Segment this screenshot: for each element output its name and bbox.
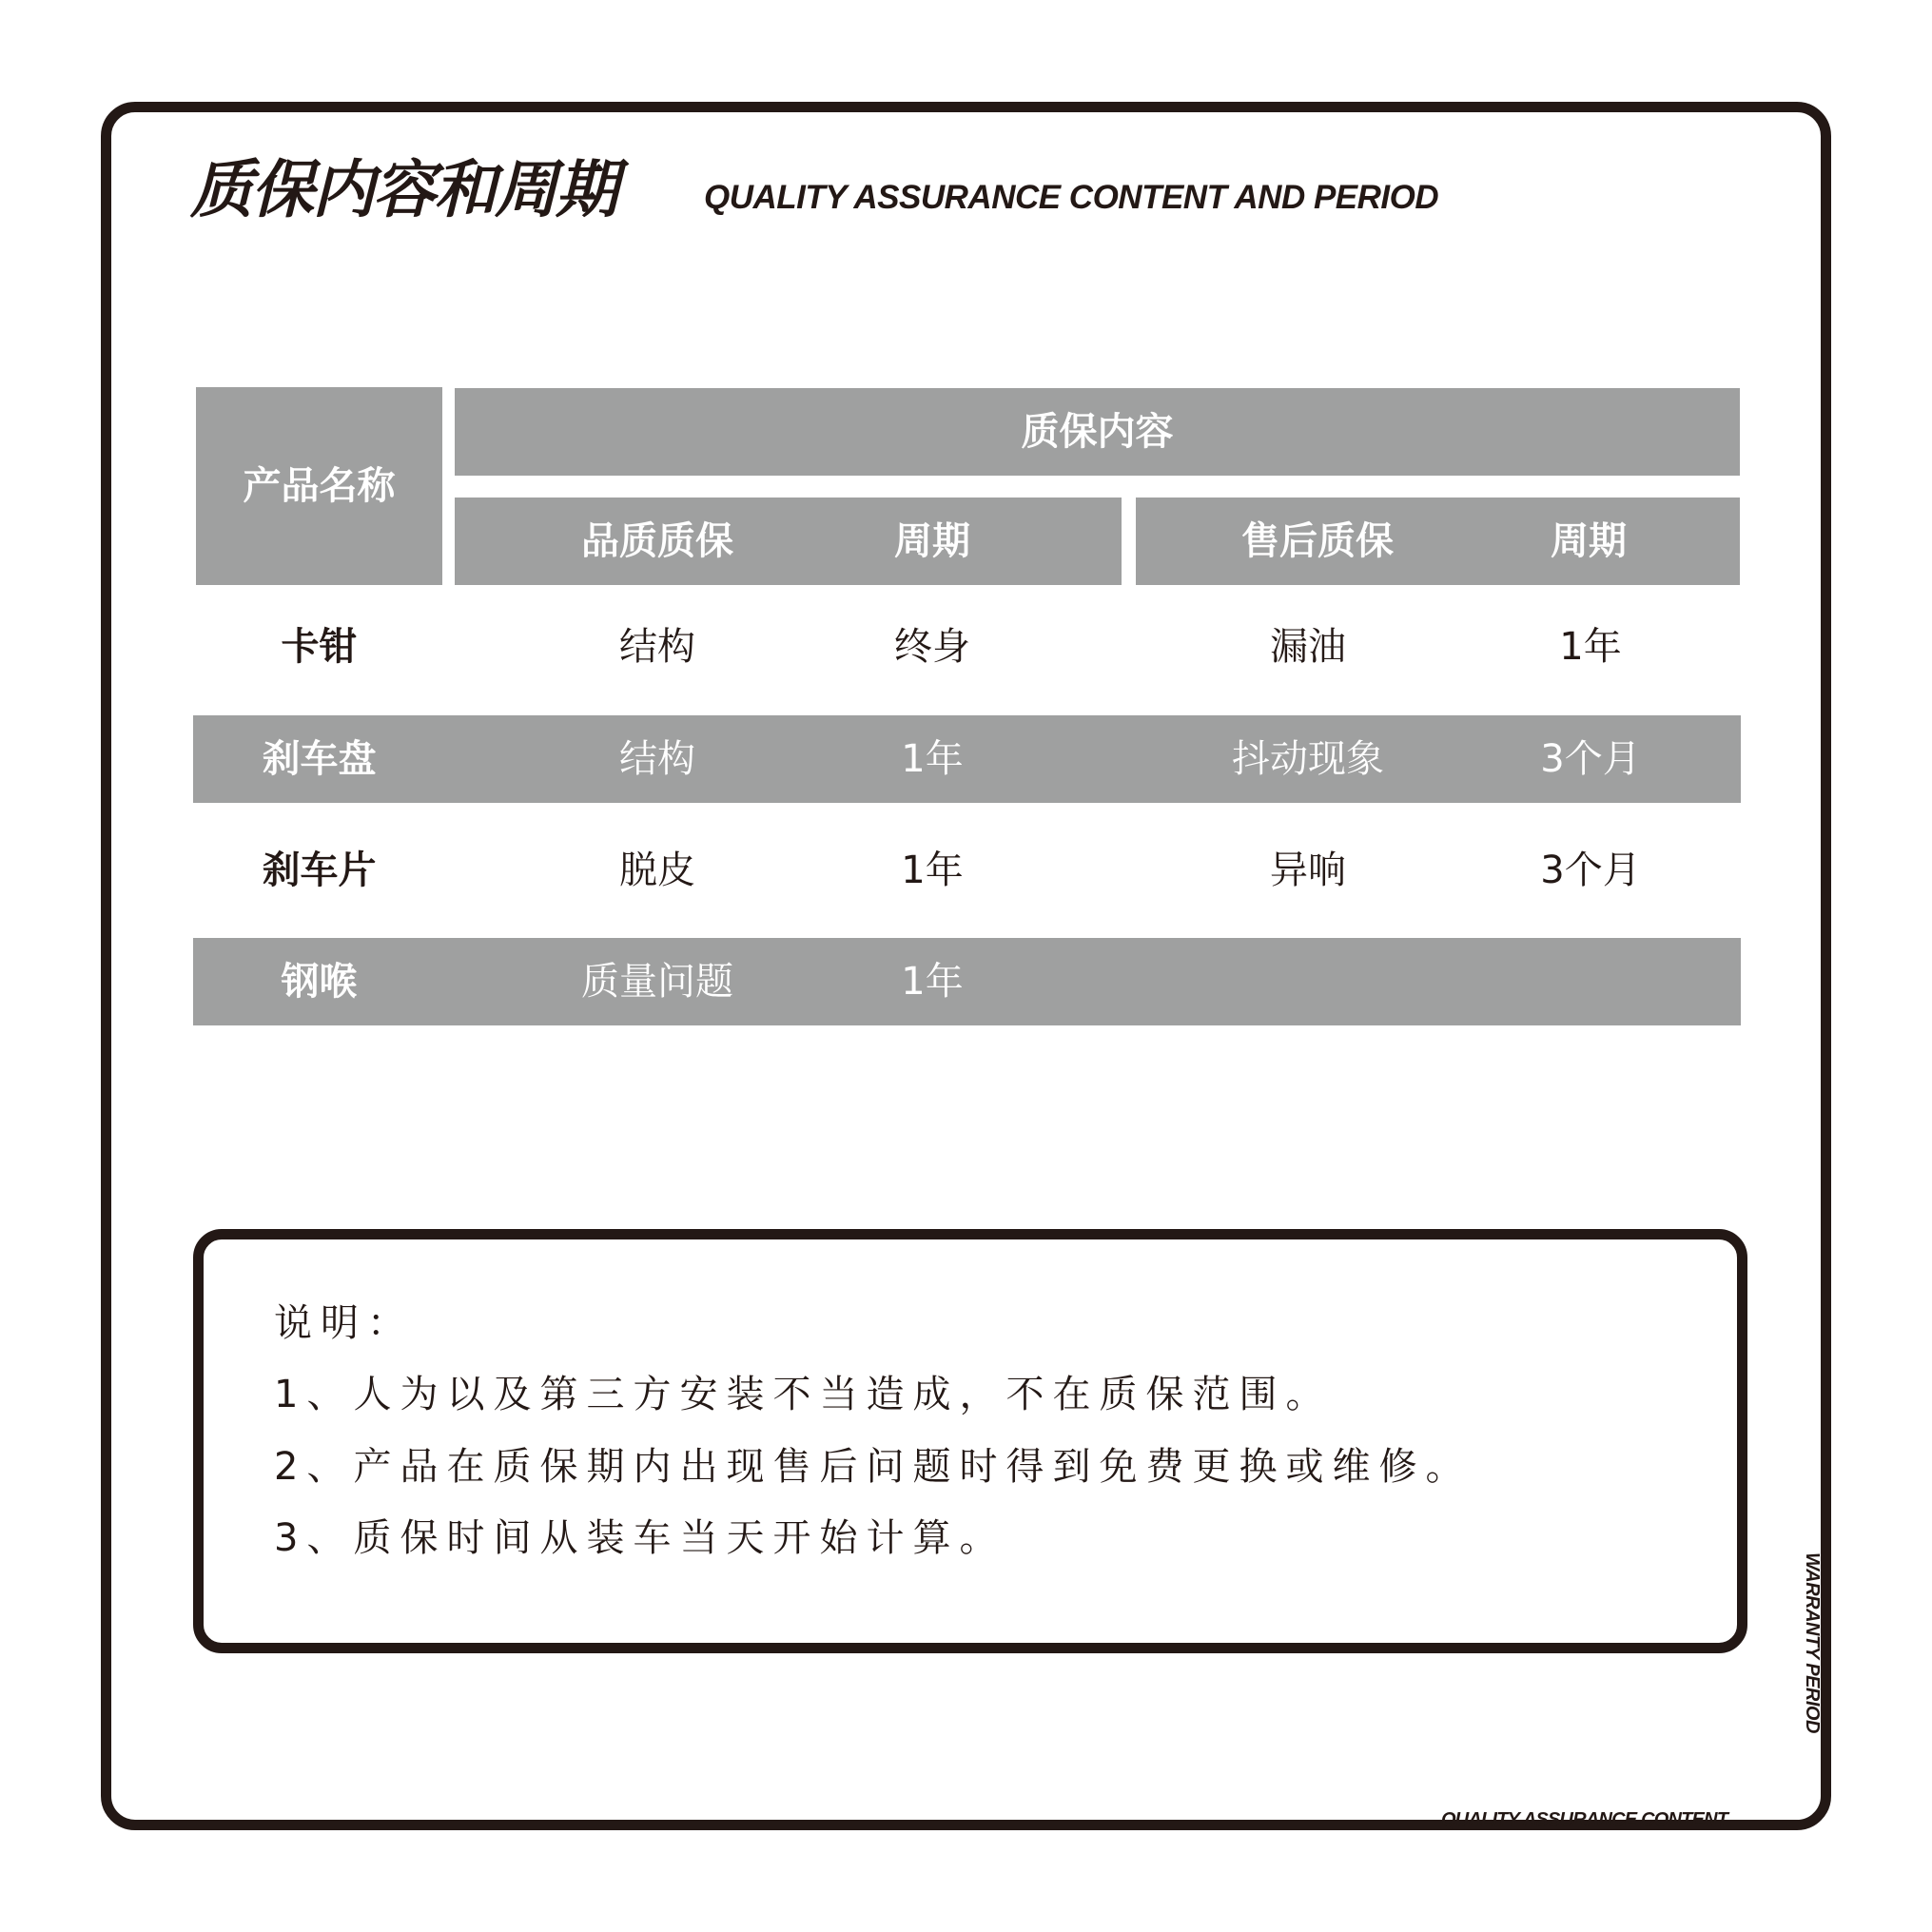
row-aftersale-period: 3个月	[1540, 737, 1641, 781]
header-product-name: 产品名称	[243, 464, 396, 508]
row-quality: 结构	[619, 625, 695, 669]
row-quality-period: 1年	[901, 737, 964, 781]
header-quality-warranty: 品质质保	[581, 519, 733, 563]
header-aftersale-period: 周期	[1551, 519, 1627, 563]
header-content-group: 质保内容	[1021, 410, 1174, 454]
notes-item-1: 1、人为以及第三方安装不当造成，不在质保范围。	[274, 1373, 1333, 1416]
notes-heading: 说明：	[274, 1301, 414, 1345]
notes-item-2: 2、产品在质保期内出现售后问题时得到免费更换或维修。	[274, 1445, 1473, 1489]
footer-label: QUALITY ASSURANCE CONTENT	[1441, 1809, 1728, 1830]
side-label: WARRANTY PERIOD	[1802, 1552, 1823, 1733]
row-aftersale	[1180, 938, 1436, 1025]
row-product-name: 刹车片	[262, 849, 377, 892]
notes-item-3: 3、质保时间从装车当天开始计算。	[274, 1516, 1006, 1560]
row-product-name: 卡钳	[281, 625, 358, 669]
header-aftersale-warranty: 售后质保	[1241, 519, 1394, 563]
row-quality-period: 终身	[894, 625, 970, 669]
notes-box	[193, 1229, 1747, 1653]
page-subtitle: QUALITY ASSURANCE CONTENT AND PERIOD	[704, 179, 1439, 216]
row-quality-period: 1年	[901, 849, 964, 892]
row-product-name: 钢喉	[281, 960, 358, 1004]
row-aftersale: 漏油	[1270, 625, 1346, 669]
row-quality: 脱皮	[619, 849, 695, 892]
row-aftersale-period	[1495, 938, 1686, 1025]
row-aftersale: 异响	[1270, 849, 1346, 892]
row-aftersale-period: 1年	[1559, 625, 1622, 669]
header-quality-period: 周期	[894, 519, 970, 563]
row-aftersale: 抖动现象	[1232, 737, 1384, 781]
row-product-name: 刹车盘	[262, 737, 377, 781]
page-title: 质保内容和周期	[190, 153, 616, 226]
row-quality: 结构	[619, 737, 695, 781]
row-quality: 质量问题	[581, 960, 733, 1004]
row-aftersale-period: 3个月	[1540, 849, 1641, 892]
row-quality-period: 1年	[901, 960, 964, 1004]
